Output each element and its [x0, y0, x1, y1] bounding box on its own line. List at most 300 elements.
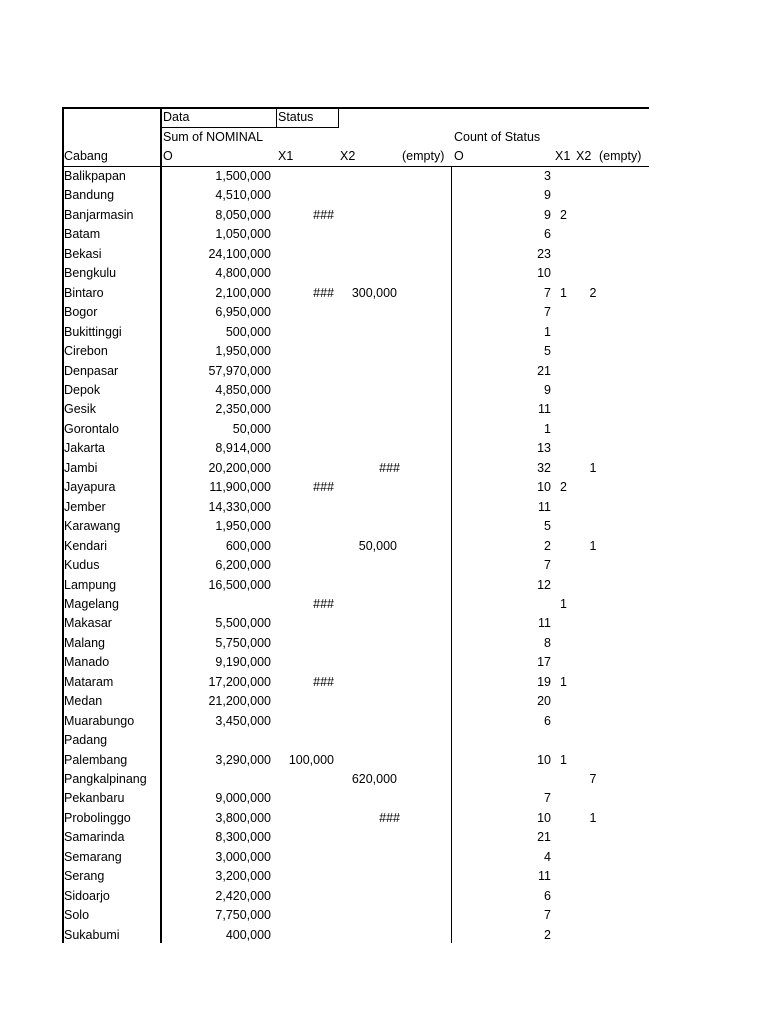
count-x1-cell[interactable] [560, 848, 580, 868]
sum-x1-cell[interactable]: ### [313, 596, 334, 611]
count-empty-cell[interactable] [604, 459, 644, 479]
cabang-cell[interactable]: Jember [64, 499, 106, 514]
sum-empty-cell[interactable] [342, 828, 400, 848]
sum-x1-cell[interactable] [276, 731, 334, 751]
cabang-cell[interactable]: Malang [64, 635, 105, 650]
count-x2-cell[interactable] [586, 517, 600, 537]
count-empty-cell[interactable] [604, 614, 644, 634]
cabang-cell[interactable]: Semarang [64, 849, 122, 864]
sum-empty-cell[interactable] [342, 634, 400, 654]
sum-o-cell[interactable]: 4,510,000 [215, 188, 271, 203]
cabang-cell[interactable]: Karawang [64, 519, 121, 534]
count-x2-cell[interactable] [586, 673, 600, 693]
count-o-cell[interactable] [452, 731, 551, 751]
count-o-cell[interactable]: 2 [544, 538, 551, 553]
sum-x1-cell[interactable]: ### [313, 285, 334, 300]
count-o-cell[interactable]: 10 [537, 810, 551, 825]
count-x2-cell[interactable] [586, 867, 600, 887]
sum-x1-cell[interactable] [276, 186, 334, 206]
cabang-cell[interactable]: Batam [64, 227, 101, 242]
count-x1-cell[interactable] [560, 789, 580, 809]
count-empty-cell[interactable] [604, 556, 644, 576]
count-x1-cell[interactable] [560, 303, 580, 323]
sum-o-cell[interactable]: 11,900,000 [209, 480, 271, 495]
count-x1-cell[interactable]: 2 [560, 480, 567, 495]
count-empty-cell[interactable] [604, 439, 644, 459]
count-o-cell[interactable]: 4 [544, 849, 551, 864]
count-o-cell[interactable] [452, 770, 551, 790]
count-x2-cell[interactable] [586, 926, 600, 946]
count-x1-cell[interactable] [560, 245, 580, 265]
count-x2-cell[interactable] [586, 828, 600, 848]
count-x1-cell[interactable] [560, 167, 580, 187]
sum-x1-cell[interactable] [276, 342, 334, 362]
sum-empty-cell[interactable] [342, 789, 400, 809]
sum-x1-cell[interactable] [276, 634, 334, 654]
count-x2-cell[interactable] [586, 342, 600, 362]
count-o-cell[interactable]: 7 [544, 305, 551, 320]
sum-empty-cell[interactable] [342, 712, 400, 732]
cabang-cell[interactable]: Lampung [64, 577, 117, 592]
count-o-cell[interactable]: 21 [537, 830, 551, 845]
count-empty-cell[interactable] [604, 400, 644, 420]
cabang-cell[interactable]: Jayapura [64, 480, 116, 495]
cabang-cell[interactable]: Magelang [64, 596, 119, 611]
sum-x1-cell[interactable] [276, 887, 334, 907]
count-x1-cell[interactable] [560, 731, 580, 751]
sum-empty-cell[interactable] [342, 478, 400, 498]
count-x1-cell[interactable] [560, 323, 580, 343]
sum-x1-cell[interactable] [276, 439, 334, 459]
sum-o-cell[interactable]: 600,000 [225, 538, 271, 553]
count-o-cell[interactable]: 11 [538, 869, 551, 884]
count-x1-cell[interactable] [560, 498, 580, 518]
count-x2-cell[interactable] [586, 576, 600, 596]
count-o-cell[interactable]: 7 [544, 285, 551, 300]
sum-x1-cell[interactable] [276, 770, 334, 790]
cabang-cell[interactable]: Medan [64, 694, 103, 709]
count-x2-cell[interactable] [586, 206, 600, 226]
count-x1-cell[interactable] [560, 537, 580, 557]
count-empty-cell[interactable] [604, 167, 644, 187]
count-empty-cell[interactable] [604, 225, 644, 245]
count-x1-cell[interactable]: 1 [560, 285, 567, 300]
count-o-cell[interactable]: 9 [544, 207, 551, 222]
sum-empty-cell[interactable] [342, 284, 400, 304]
count-x2-cell[interactable]: 1 [589, 538, 597, 553]
sum-o-cell[interactable] [162, 770, 271, 790]
sum-empty-cell[interactable] [342, 692, 400, 712]
count-empty-cell[interactable] [604, 906, 644, 926]
count-empty-cell[interactable] [604, 517, 644, 537]
count-x1-cell[interactable] [560, 926, 580, 946]
count-empty-cell[interactable] [604, 789, 644, 809]
cabang-cell[interactable]: Muarabungo [64, 713, 135, 728]
sum-empty-cell[interactable] [342, 303, 400, 323]
sum-o-cell[interactable]: 3,450,000 [215, 713, 271, 728]
sum-o-cell[interactable]: 7,750,000 [215, 908, 271, 923]
cabang-cell[interactable]: Manado [64, 655, 110, 670]
count-empty-cell[interactable] [604, 206, 644, 226]
cabang-cell[interactable]: Depok [64, 382, 101, 397]
cabang-cell[interactable]: Gorontalo [64, 421, 119, 436]
count-empty-cell[interactable] [604, 381, 644, 401]
count-x2-cell[interactable] [586, 400, 600, 420]
sum-x1-cell[interactable]: ### [313, 480, 334, 495]
count-empty-cell[interactable] [604, 186, 644, 206]
count-x1-cell[interactable]: 1 [560, 596, 567, 611]
count-o-cell[interactable]: 7 [544, 791, 551, 806]
sum-o-cell[interactable]: 6,950,000 [215, 305, 271, 320]
sum-o-cell[interactable]: 3,290,000 [215, 752, 271, 767]
sum-o-cell[interactable] [162, 731, 271, 751]
sum-o-cell[interactable]: 9,190,000 [215, 655, 271, 670]
count-empty-cell[interactable] [604, 362, 644, 382]
sum-o-cell[interactable]: 16,500,000 [208, 577, 271, 592]
sum-x1-cell[interactable] [276, 225, 334, 245]
sum-x1-cell[interactable] [276, 789, 334, 809]
cabang-cell[interactable]: Kudus [64, 558, 100, 572]
sum-x2-cell[interactable]: 300,000 [351, 285, 397, 300]
sum-empty-cell[interactable] [342, 167, 400, 187]
cabang-cell[interactable]: Padang [64, 733, 108, 747]
count-x2-cell[interactable] [586, 634, 600, 654]
count-x1-cell[interactable]: 1 [560, 752, 567, 767]
sum-empty-cell[interactable] [342, 867, 400, 887]
count-x1-cell[interactable] [560, 517, 580, 537]
sum-o-cell[interactable]: 500,000 [225, 324, 271, 339]
sum-x1-cell[interactable]: 100,000 [288, 752, 334, 767]
sum-o-cell[interactable]: 57,970,000 [208, 363, 271, 378]
count-x1-cell[interactable] [560, 342, 580, 362]
count-empty-cell[interactable] [604, 498, 644, 518]
count-empty-cell[interactable] [604, 342, 644, 362]
count-o-cell[interactable]: 11 [538, 616, 551, 631]
cabang-cell[interactable]: Serang [64, 869, 105, 884]
sum-empty-cell[interactable] [342, 323, 400, 343]
data-field-label[interactable]: Data [163, 110, 190, 124]
sum-x1-cell[interactable] [276, 867, 334, 887]
cabang-cell[interactable]: Cirebon [64, 344, 108, 358]
count-x1-cell[interactable] [560, 809, 580, 829]
count-x2-cell[interactable] [586, 439, 600, 459]
count-x1-cell[interactable] [560, 186, 580, 206]
sum-empty-cell[interactable] [342, 400, 400, 420]
count-o-cell[interactable]: 3 [544, 169, 551, 183]
count-x2-cell[interactable] [586, 906, 600, 926]
count-x2-cell[interactable] [586, 323, 600, 343]
count-empty-cell[interactable] [604, 284, 644, 304]
count-x2-cell[interactable] [586, 186, 600, 206]
count-x1-cell[interactable] [560, 439, 580, 459]
count-empty-cell[interactable] [604, 867, 644, 887]
count-empty-cell[interactable] [604, 828, 644, 848]
count-empty-cell[interactable] [604, 264, 644, 284]
sum-o-cell[interactable]: 8,914,000 [215, 441, 271, 456]
count-x1-cell[interactable] [560, 634, 580, 654]
sum-x1-cell[interactable] [276, 712, 334, 732]
sum-o-cell[interactable]: 1,050,000 [215, 227, 271, 242]
sum-o-cell[interactable]: 4,800,000 [215, 266, 271, 281]
sum-empty-cell[interactable] [342, 498, 400, 518]
count-x1-cell[interactable] [560, 653, 580, 673]
sum-empty-cell[interactable] [342, 245, 400, 265]
sum-empty-cell[interactable] [342, 381, 400, 401]
sum-empty-cell[interactable] [342, 848, 400, 868]
sum-o-cell[interactable]: 3,200,000 [215, 869, 271, 884]
count-empty-cell[interactable] [604, 712, 644, 732]
count-o-cell[interactable]: 7 [544, 558, 551, 572]
cabang-cell[interactable]: Makasar [64, 616, 112, 631]
sum-empty-cell[interactable] [342, 206, 400, 226]
count-o-cell[interactable]: 13 [537, 441, 551, 456]
count-o-cell[interactable]: 10 [537, 266, 551, 281]
count-x1-cell[interactable]: 2 [560, 207, 567, 222]
count-x2-cell[interactable] [586, 789, 600, 809]
cabang-cell[interactable]: Pekanbaru [64, 791, 125, 806]
count-empty-cell[interactable] [604, 634, 644, 654]
count-x2-cell[interactable] [586, 614, 600, 634]
sum-x1-cell[interactable] [276, 692, 334, 712]
sum-x1-cell[interactable] [276, 400, 334, 420]
count-x1-cell[interactable] [560, 828, 580, 848]
sum-empty-cell[interactable] [342, 906, 400, 926]
count-x2-cell[interactable] [586, 692, 600, 712]
sum-o-cell[interactable]: 3,800,000 [215, 810, 271, 825]
count-o-cell[interactable]: 9 [544, 382, 551, 397]
count-o-cell[interactable]: 11 [538, 499, 551, 514]
cabang-cell[interactable]: Jambi [64, 460, 98, 475]
count-x2-cell[interactable] [586, 498, 600, 518]
cabang-cell[interactable]: Balikpapan [64, 169, 126, 183]
sum-empty-cell[interactable] [342, 186, 400, 206]
sum-x1-cell[interactable] [276, 498, 334, 518]
sum-o-cell[interactable]: 2,350,000 [215, 402, 271, 417]
sum-o-cell[interactable]: 2,100,000 [215, 285, 271, 300]
sum-empty-cell[interactable] [342, 595, 400, 615]
count-x1-cell[interactable] [560, 362, 580, 382]
sum-x1-cell[interactable] [276, 576, 334, 596]
count-empty-cell[interactable] [604, 673, 644, 693]
sum-x1-cell[interactable] [276, 848, 334, 868]
cabang-cell[interactable]: Bogor [64, 305, 98, 320]
count-x2-cell[interactable] [586, 887, 600, 907]
sum-x1-cell[interactable] [276, 420, 334, 440]
cabang-cell[interactable]: Samarinda [64, 830, 125, 845]
count-x2-cell[interactable] [586, 712, 600, 732]
sum-empty-cell[interactable] [342, 673, 400, 693]
count-o-cell[interactable]: 1 [544, 324, 551, 339]
count-empty-cell[interactable] [604, 848, 644, 868]
cabang-cell[interactable]: Kendari [64, 538, 108, 553]
count-x1-cell[interactable] [560, 459, 580, 479]
cabang-cell[interactable]: Bengkulu [64, 266, 117, 281]
count-empty-cell[interactable] [604, 537, 644, 557]
count-x2-cell[interactable] [586, 362, 600, 382]
count-empty-cell[interactable] [604, 576, 644, 596]
count-o-cell[interactable]: 20 [537, 694, 551, 709]
count-x1-cell[interactable] [560, 576, 580, 596]
count-empty-cell[interactable] [604, 731, 644, 751]
cabang-cell[interactable]: Sidoarjo [64, 888, 110, 903]
count-empty-cell[interactable] [604, 770, 644, 790]
sum-x1-cell[interactable] [276, 809, 334, 829]
count-empty-cell[interactable] [604, 653, 644, 673]
count-o-cell[interactable]: 17 [537, 655, 551, 670]
cabang-cell[interactable]: Probolinggo [64, 810, 131, 825]
count-x1-cell[interactable] [560, 614, 580, 634]
count-x1-cell[interactable] [560, 225, 580, 245]
sum-empty-cell[interactable] [342, 887, 400, 907]
count-x1-cell[interactable] [560, 712, 580, 732]
sum-x1-cell[interactable] [276, 653, 334, 673]
sum-empty-cell[interactable]: ### [379, 810, 400, 825]
sum-empty-cell[interactable] [342, 362, 400, 382]
count-o-cell[interactable] [452, 595, 551, 615]
count-empty-cell[interactable] [604, 926, 644, 946]
sum-x1-cell[interactable] [276, 556, 334, 576]
sum-x1-cell[interactable]: ### [313, 207, 334, 222]
sum-empty-cell[interactable] [342, 420, 400, 440]
sum-empty-cell[interactable] [342, 751, 400, 771]
count-x1-cell[interactable] [560, 264, 580, 284]
count-x1-cell[interactable] [560, 770, 580, 790]
sum-empty-cell[interactable] [342, 264, 400, 284]
sum-o-cell[interactable]: 1,500,000 [215, 169, 271, 183]
count-x2-cell[interactable]: 1 [589, 460, 597, 475]
count-x2-cell[interactable] [586, 731, 600, 751]
count-empty-cell[interactable] [604, 478, 644, 498]
count-x1-cell[interactable] [560, 556, 580, 576]
sum-empty-cell[interactable] [342, 770, 400, 790]
sum-empty-cell[interactable] [342, 731, 400, 751]
sum-x1-cell[interactable] [276, 381, 334, 401]
sum-x1-cell[interactable] [276, 926, 334, 946]
cabang-cell[interactable]: Denpasar [64, 363, 119, 378]
sum-o-cell[interactable]: 6,200,000 [215, 558, 271, 572]
sum-o-cell[interactable]: 50,000 [232, 421, 271, 436]
count-x2-cell[interactable] [586, 225, 600, 245]
sum-x1-cell[interactable] [276, 245, 334, 265]
status-field-label[interactable]: Status [278, 110, 314, 124]
cabang-cell[interactable]: Banjarmasin [64, 207, 134, 222]
sum-empty-cell[interactable] [342, 439, 400, 459]
sum-empty-cell[interactable] [342, 556, 400, 576]
count-o-cell[interactable]: 6 [544, 888, 551, 903]
count-empty-cell[interactable] [604, 595, 644, 615]
cabang-cell[interactable]: Solo [64, 908, 90, 923]
count-x2-cell[interactable] [586, 751, 600, 771]
cabang-cell[interactable]: Bekasi [64, 246, 102, 261]
count-o-cell[interactable]: 8 [544, 635, 551, 650]
count-empty-cell[interactable] [604, 692, 644, 712]
cabang-cell[interactable]: Bandung [64, 188, 115, 203]
count-x2-cell[interactable] [586, 653, 600, 673]
count-empty-cell[interactable] [604, 751, 644, 771]
count-x2-cell[interactable] [586, 167, 600, 187]
count-o-cell[interactable]: 10 [537, 480, 551, 495]
count-x1-cell[interactable] [560, 381, 580, 401]
count-o-cell[interactable]: 6 [544, 227, 551, 242]
count-o-cell[interactable]: 23 [537, 246, 551, 261]
sum-o-cell[interactable]: 3,000,000 [215, 849, 271, 864]
count-x2-cell[interactable] [586, 848, 600, 868]
sum-o-cell[interactable]: 1,950,000 [215, 519, 271, 534]
sum-o-cell[interactable]: 400,000 [225, 927, 271, 942]
sum-o-cell[interactable]: 17,200,000 [208, 674, 271, 689]
sum-empty-cell[interactable] [342, 342, 400, 362]
cabang-cell[interactable]: Bintaro [64, 285, 104, 300]
count-x2-cell[interactable] [586, 478, 600, 498]
cabang-cell[interactable]: Gesik [64, 402, 96, 417]
count-o-cell[interactable]: 5 [544, 344, 551, 358]
count-x1-cell[interactable] [560, 867, 580, 887]
count-o-cell[interactable]: 5 [544, 519, 551, 534]
sum-x1-cell[interactable] [276, 537, 334, 557]
sum-empty-cell[interactable]: ### [379, 460, 400, 475]
sum-o-cell[interactable]: 4,850,000 [215, 382, 271, 397]
sum-x1-cell[interactable] [276, 323, 334, 343]
count-empty-cell[interactable] [604, 245, 644, 265]
count-o-cell[interactable]: 19 [537, 674, 551, 689]
cabang-cell[interactable]: Mataram [64, 674, 114, 689]
sum-x1-cell[interactable]: ### [313, 674, 334, 689]
count-x1-cell[interactable] [560, 420, 580, 440]
cabang-cell[interactable]: Pangkalpinang [64, 771, 147, 786]
sum-empty-cell[interactable] [342, 926, 400, 946]
count-x2-cell[interactable] [586, 303, 600, 323]
count-x2-cell[interactable]: 7 [589, 771, 597, 786]
count-x2-cell[interactable] [586, 595, 600, 615]
sum-x1-cell[interactable] [276, 303, 334, 323]
count-o-cell[interactable]: 10 [537, 752, 551, 767]
count-x2-cell[interactable]: 1 [589, 810, 597, 825]
sum-o-cell[interactable]: 24,100,000 [208, 246, 271, 261]
count-o-cell[interactable]: 7 [544, 908, 551, 923]
cabang-cell[interactable]: Jakarta [64, 441, 105, 456]
cabang-cell[interactable]: Bukittinggi [64, 324, 122, 339]
count-x2-cell[interactable] [586, 245, 600, 265]
sum-o-cell[interactable] [162, 595, 271, 615]
sum-empty-cell[interactable] [342, 653, 400, 673]
sum-x1-cell[interactable] [276, 264, 334, 284]
sum-x1-cell[interactable] [276, 614, 334, 634]
count-o-cell[interactable]: 21 [537, 363, 551, 378]
count-x1-cell[interactable]: 1 [560, 674, 567, 689]
count-x1-cell[interactable] [560, 400, 580, 420]
sum-x1-cell[interactable] [276, 459, 334, 479]
sum-o-cell[interactable]: 8,050,000 [215, 207, 271, 222]
sum-o-cell[interactable]: 20,200,000 [208, 460, 271, 475]
count-x2-cell[interactable] [586, 381, 600, 401]
sum-x2-cell[interactable]: 50,000 [358, 538, 397, 553]
count-o-cell[interactable]: 12 [537, 577, 551, 592]
count-x2-cell[interactable] [586, 420, 600, 440]
sum-x1-cell[interactable] [276, 167, 334, 187]
sum-x1-cell[interactable] [276, 362, 334, 382]
sum-o-cell[interactable]: 9,000,000 [215, 791, 271, 806]
count-o-cell[interactable]: 9 [544, 188, 551, 203]
count-empty-cell[interactable] [604, 887, 644, 907]
sum-x1-cell[interactable] [276, 828, 334, 848]
count-x2-cell[interactable] [586, 264, 600, 284]
sum-o-cell[interactable]: 5,750,000 [215, 635, 271, 650]
count-empty-cell[interactable] [604, 420, 644, 440]
cabang-cell[interactable]: Palembang [64, 752, 128, 767]
sum-o-cell[interactable]: 14,330,000 [208, 499, 271, 514]
sum-x1-cell[interactable] [276, 517, 334, 537]
count-o-cell[interactable]: 32 [537, 460, 551, 475]
